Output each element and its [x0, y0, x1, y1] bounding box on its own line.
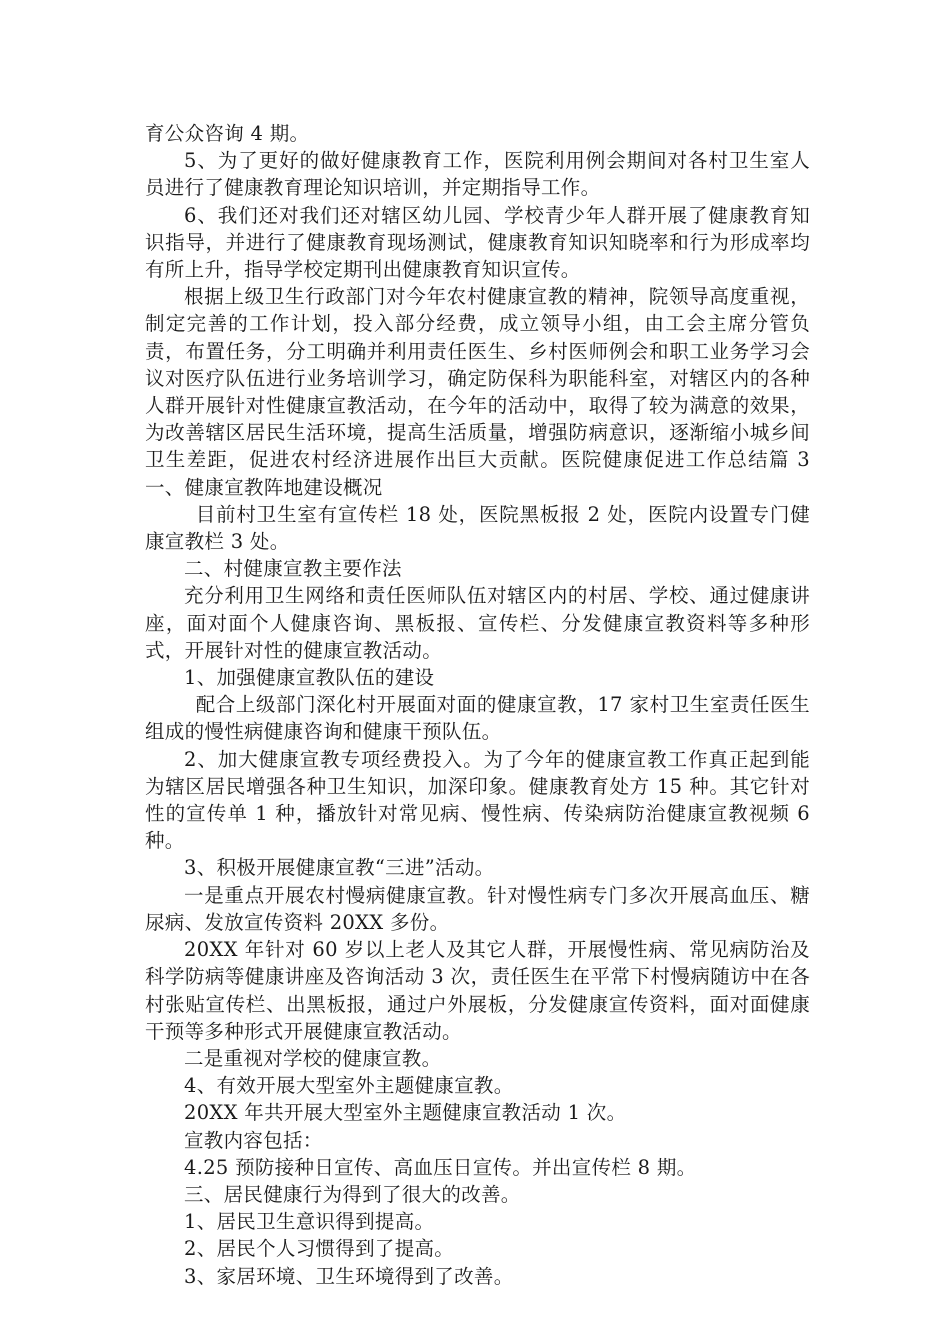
paragraph: 二是重视对学校的健康宣教。 [184, 1046, 442, 1070]
document-body [145, 120, 810, 1290]
subsection-heading: 1、加强健康宣教队伍的建设 [184, 666, 435, 690]
paragraph: 4.25 预防接种日宣传、高血压日宣传。并出宣传栏 8 期。 [184, 1155, 697, 1179]
paragraph: 6、我们还对我们还对辖区幼儿园、学校青少年人群开展了健康教育知识指导，并进行了健康教育现场测试，健康教育知识知晓率和行为形成率均有所上升，指导学校定期刊出健康教育知识宣传。 [145, 203, 810, 282]
paragraph: 20XX 年针对 60 岁以上老人及其它人群，开展慢性病、常见病防治及科学防病等健康讲座及咨询活动 3 次，责任医生在平常下村慢病随访中在各村张贴宣传栏、出黑板报，通过户外展板，分发健康宣传资料，面对面健康干预等多种形式开展健康宣教活动。 [145, 938, 810, 1043]
paragraph: 充分利用卫生网络和责任医师队伍对辖区内的村居、学校、通过健康讲座，面对面个人健康咨询、黑板报、宣传栏、分发健康宣教资料等多种形式，开展针对性的健康宣教活动。 [145, 584, 810, 662]
paragraph: 一是重点开展农村慢病健康宣教。针对慢性病专门多次开展高血压、糖尿病、发放宣传资料 20XX 多份。 [145, 883, 810, 934]
paragraph: 目前村卫生室有宣传栏 18 处，医院黑板报 2 处，医院内设置专门健康宣教栏 3 处。 [145, 502, 810, 554]
paragraph: 育公众咨询 4 期。 [145, 122, 310, 145]
list-item: 2、居民个人习惯得到了提高。 [184, 1237, 455, 1261]
section-heading: 三、居民健康行为得到了很大的改善。 [184, 1182, 521, 1206]
paragraph: 5、为了更好的做好健康教育工作，医院利用例会期间对各村卫生室人员进行了健康教育理论知识培训，并定期指导工作。 [145, 149, 810, 200]
paragraph: 2、加大健康宣教专项经费投入。为了今年的健康宣教工作真正起到能为辖区居民增强各种卫生知识，加深印象。健康教育处方 15 种。其它针对性的宣传单 1 种，播放针对常见病、慢性病、传染病防治健康宣教视频 6 种。 [145, 747, 810, 853]
subsection-heading: 3、积极开展健康宣教“三进”活动。 [184, 856, 495, 880]
section-heading: 二、村健康宣教主要作法 [184, 557, 402, 581]
paragraph: 根据上级卫生行政部门对今年农村健康宣教的精神，院领导高度重视，制定完善的工作计划，投入部分经费，成立领导小组，由工会主席分管负责，布置任务，分工明确并利用责任医生、乡村医师例会和职工业务学习会议对医疗队伍进行业务培训学习，确定防保科为职能科室，对辖区内的各种人群开展针对性健康宣教活动，在今年的活动中，取得了较为满意的效果，为改善辖区居民生活环境，提高生活质量，增强防病意识，逐渐缩小城乡间卫生差距，促进农村经济进展作出巨大贡献。医院健康促进工作总结篇 3 一、健康宣教阵地建设概况 [145, 285, 810, 499]
list-item: 1、居民卫生意识得到提高。 [184, 1210, 435, 1234]
paragraph: 20XX 年共开展大型室外主题健康宣教活动 1 次。 [184, 1101, 627, 1125]
paragraph: 配合上级部门深化村开展面对面的健康宣教，17 家村卫生室责任医生组成的慢性病健康咨询和健康干预队伍。 [145, 693, 810, 744]
subsection-heading: 4、有效开展大型室外主题健康宣教。 [184, 1074, 514, 1098]
list-item: 3、家居环境、卫生环境得到了改善。 [184, 1264, 514, 1288]
paragraph: 宣教内容包括： [184, 1128, 323, 1152]
